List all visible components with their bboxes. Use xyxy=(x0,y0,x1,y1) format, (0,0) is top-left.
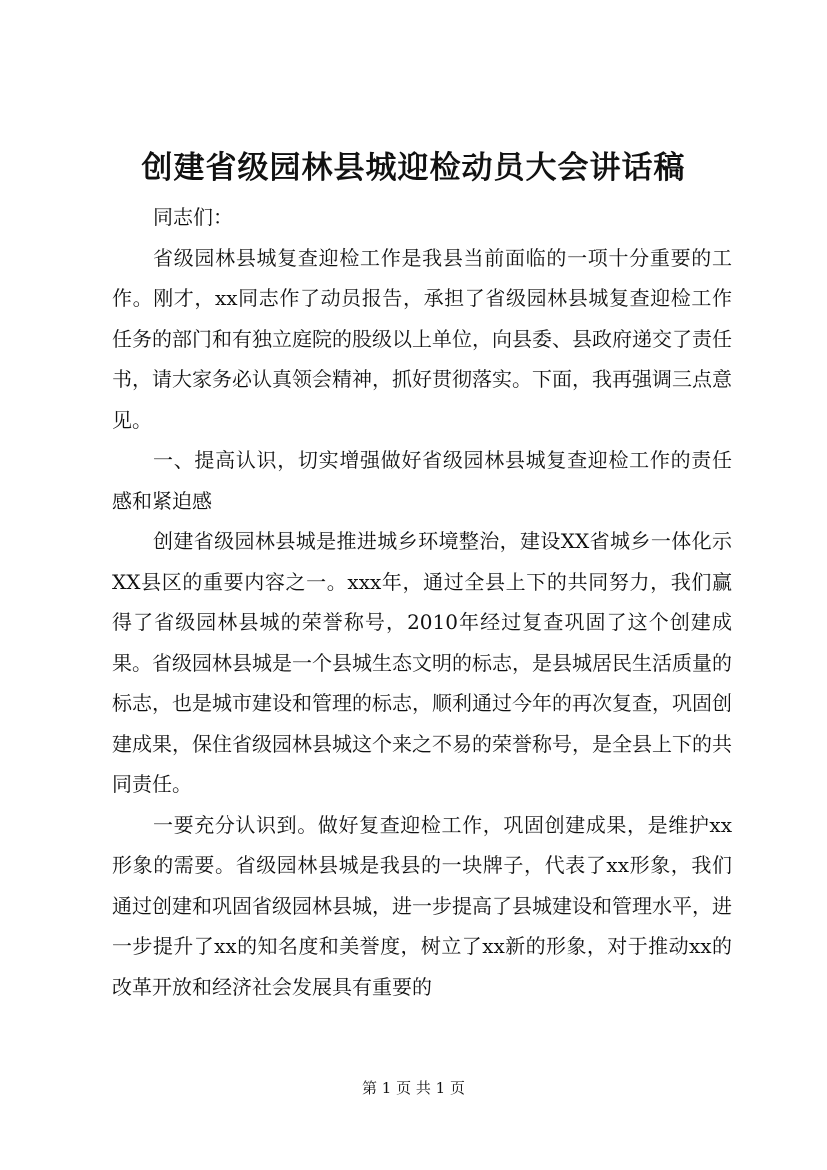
greeting-paragraph: 同志们： xyxy=(153,205,233,229)
page-footer: 第 1 页 共 1 页 xyxy=(362,1079,465,1097)
body-paragraph: 创建省级园林县城是推进城乡环境整治，建设XX省城乡一体化示XX县区的重要内容之一。xxx年，通过全县上下的共同努力，我们赢得了省级园林县城的荣誉称号，2010年经过复查巩固了这个创建成果。省级园林县城是一个县城生态文明的标志，是县城居民生活质量的标志，也是城市建设和管理的标志，顺利通过今年的再次复查，巩固创建成果，保住省级园林县城这个来之不易的荣誉称号，是全县上下的共同责任。 xyxy=(112,529,732,796)
section-heading-paragraph: 一、提高认识，切实增强做好省级园林县城复查迎检工作的责任感和紧迫感 xyxy=(112,448,732,513)
document-title: 创建省级园林县城迎检动员大会讲话稿 xyxy=(141,150,686,186)
document-body xyxy=(112,197,732,1007)
body-paragraph: 一要充分认识到。做好复查迎检工作，巩固创建成果，是维护xx形象的需要。省级园林县城是我县的一块牌子，代表了xx形象，我们通过创建和巩固省级园林县城，进一步提高了县城建设和管理水平，进一步提升了xx的知名度和美誉度，树立了xx新的形象，对于推动xx的改革开放和经济社会发展具有重要的 xyxy=(112,812,732,999)
intro-paragraph: 省级园林县城复查迎检工作是我县当前面临的一项十分重要的工作。刚才，xx同志作了动员报告，承担了省级园林县城复查迎检工作任务的部门和有独立庭院的股级以上单位，向县委、县政府递交了责任书，请大家务必认真领会精神，抓好贯彻落实。下面，我再强调三点意见。 xyxy=(112,245,732,432)
